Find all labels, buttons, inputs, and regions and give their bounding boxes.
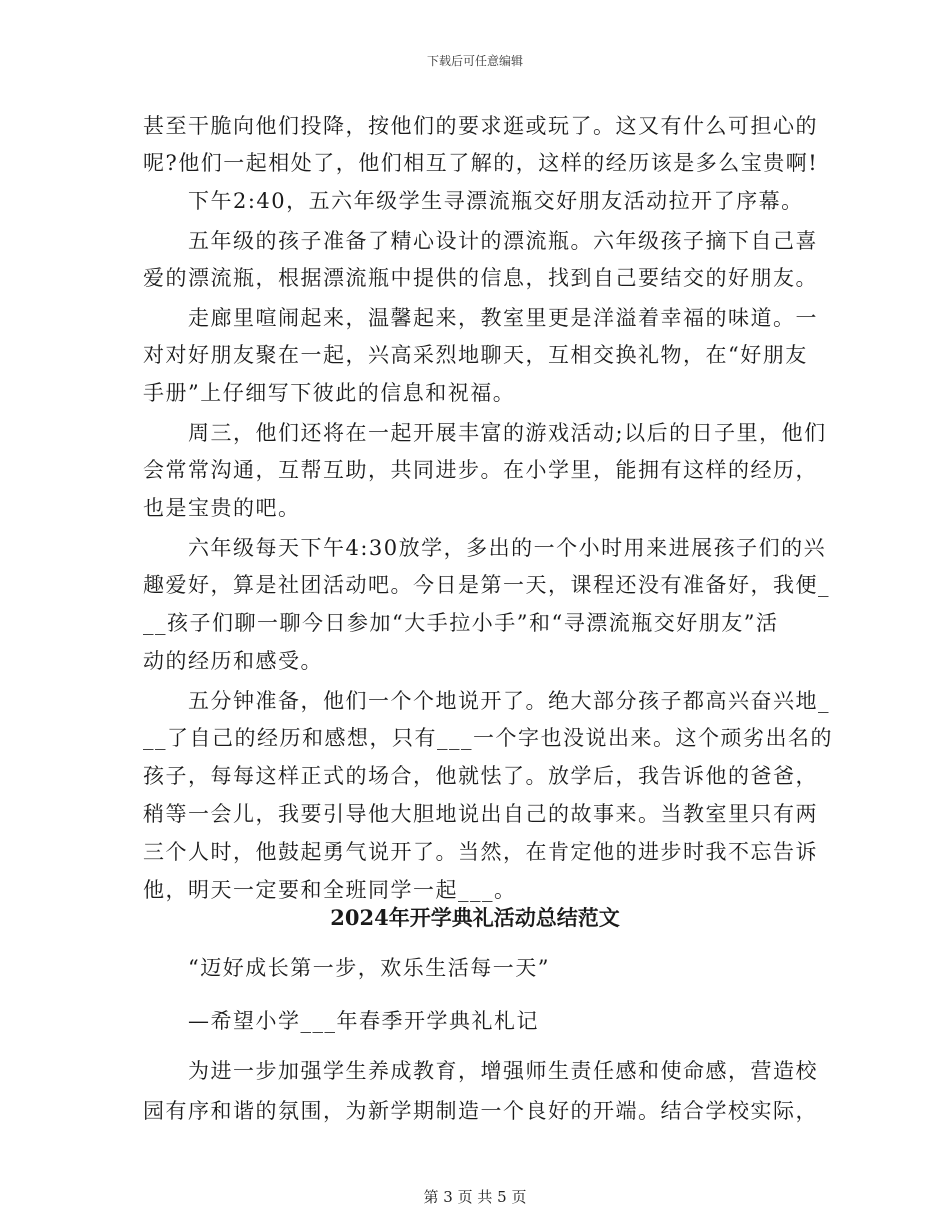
paragraph-line: 爱的漂流瓶，根据漂流瓶中提供的信息，找到自己要结交的好朋友。 — [143, 266, 818, 290]
paragraph-line: 五分钟准备，他们一个个地说开了。绝大部分孩子都高兴奋兴地_ — [143, 689, 830, 713]
paragraph-line: 五年级的孩子准备了精心设计的漂流瓶。六年级孩子摘下自己喜 — [143, 229, 818, 253]
paragraph-line: 手册”上仔细写下彼此的信息和祝福。 — [143, 381, 516, 405]
paragraph-line: __了自己的经历和感想，只有___一个字也没说出来。这个顽劣出名的 — [143, 726, 833, 750]
subtitle-line: —希望小学___年春季开学典礼札记 — [143, 1009, 539, 1033]
paragraph-line: 为进一步加强学生养成教育，增强师生责任感和使命感，营造校 — [143, 1059, 818, 1083]
paragraph-line: __孩子们聊一聊今日参加“大手拉小手”和“寻漂流瓶交好朋友”活 — [143, 611, 779, 635]
subtitle-line: “迈好成长第一步，欢乐生活每一天” — [143, 956, 550, 980]
paragraph-line: 园有序和谐的氛围，为新学期制造一个良好的开端。结合学校实际， — [143, 1099, 818, 1123]
page-header: 下载后可任意编辑 — [426, 54, 523, 68]
paragraph-line: 动的经历和感受。 — [143, 649, 323, 673]
page-footer: 第 3 页 共 5 页 — [423, 1188, 527, 1206]
paragraph-line: 对对好朋友聚在一起，兴高采烈地聊天，互相交换礼物，在“好朋友 — [143, 343, 808, 367]
paragraph-line: 稍等一会儿，我要引导他大胆地说出自己的故事来。当教室里只有两 — [143, 802, 818, 826]
paragraph-line: 呢?他们一起相处了，他们相互了解的，这样的经历该是多么宝贵啊! — [143, 151, 819, 175]
paragraph-line: 三个人时，他鼓起勇气说开了。当然，在肯定他的进步时我不忘告诉 — [143, 840, 818, 864]
paragraph-line: 他，明天一定要和全班同学一起___。 — [143, 878, 517, 902]
paragraph-line: 六年级每天下午4:30放学，多出的一个小时用来进展孩子们的兴 — [143, 536, 827, 560]
section-title: 2024年开学典礼活动总结范文 — [330, 905, 620, 930]
paragraph-line: 下午2:40，五六年级学生寻漂流瓶交好朋友活动拉开了序幕。 — [143, 189, 804, 213]
paragraph-line: 周三，他们还将在一起开展丰富的游戏活动;以后的日子里，他们 — [143, 421, 827, 445]
paragraph-line: 甚至干脆向他们投降，按他们的要求逛或玩了。这又有什么可担心的 — [143, 114, 818, 138]
paragraph-line: 也是宝贵的吧。 — [143, 496, 301, 520]
paragraph-line: 趣爱好，算是社团活动吧。今日是第一天，课程还没有准备好，我便_ — [143, 573, 830, 597]
paragraph-line: 会常常沟通，互帮互助，共同进步。在小学里，能拥有这样的经历， — [143, 458, 818, 482]
paragraph-line: 孩子，每每这样正式的场合，他就怯了。放学后，我告诉他的爸爸， — [143, 764, 818, 788]
paragraph-line: 走廊里喧闹起来，温馨起来，教室里更是洋溢着幸福的味道。一 — [143, 306, 818, 330]
